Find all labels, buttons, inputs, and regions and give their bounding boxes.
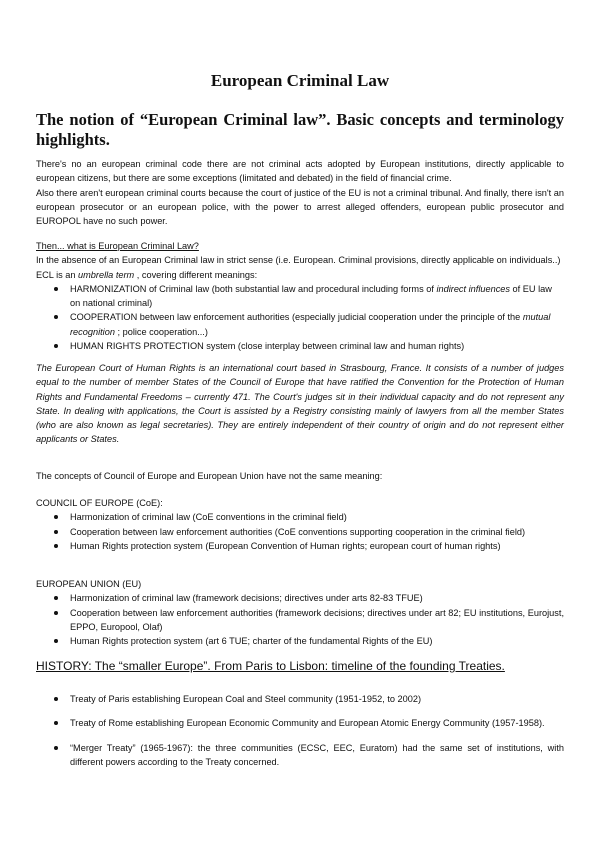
list-item: HUMAN RIGHTS PROTECTION system (close interplay between criminal law and human rights) — [36, 339, 564, 353]
intro-paragraph: There's no an european criminal code there are not criminal acts adopted by European institutions, directly applicable to european citizens, but there are some exceptions (limitated and debated) in the field of financial crime. — [36, 159, 564, 184]
list-item: HARMONIZATION of Criminal law (both substantial law and procedural including forms of indirect influences of EU law on national criminal) — [36, 282, 564, 311]
ecl-list — [36, 282, 564, 353]
document-title: European Criminal Law — [210, 71, 390, 90]
list-item: Cooperation between law enforcement authorities (framework decisions; directives under art 82; EU institutions, Eurojust, EPPO, Europool, Olaf) — [36, 606, 564, 635]
bullet-icon — [54, 746, 58, 750]
history-list — [36, 692, 564, 769]
bullet-icon — [54, 344, 58, 348]
list-item: Human Rights protection system (European Convention of Human rights; european court of human rights) — [36, 539, 564, 553]
list-item: Cooperation between law enforcement authorities (CoE conventions supporting cooperation in the criminal field) — [36, 525, 564, 539]
bullet-icon — [54, 515, 58, 519]
list-item: Harmonization of criminal law (CoE conventions in the criminal field) — [36, 510, 564, 524]
ecl-heading: Then... what is European Criminal Law? — [36, 241, 199, 251]
bullet-icon — [54, 697, 58, 701]
list-item: Treaty of Rome establishing European Economic Community and European Atomic Energy Community (1957-1958). — [36, 716, 564, 730]
ecl-intro: In the absence of an European Criminal law in strict sense (i.e. European. Criminal provisions, directly applicable on individuals..) ECL is an umbrella term , covering different meanings: — [36, 255, 561, 280]
bullet-icon — [54, 639, 58, 643]
eu-block — [36, 577, 564, 648]
bullet-icon — [54, 315, 58, 319]
intro-block — [36, 157, 564, 228]
coe-block — [36, 496, 564, 553]
history-heading: HISTORY: The “smaller Europe”. From Paris to Lisbon: timeline of the founding Treaties. — [36, 659, 505, 673]
list-item: Human Rights protection system (art 6 TUE; charter of the fundamental Rights of the EU) — [36, 634, 564, 648]
bullet-icon — [54, 287, 58, 291]
list-item: COOPERATION between law enforcement authorities (especially judicial cooperation under the principle of the mutual recognition ; police cooperation...) — [36, 310, 564, 339]
bullet-icon — [54, 544, 58, 548]
list-item: “Merger Treaty” (1965-1967): the three communities (ECSC, EEC, Euratom) had the same set of institutions, with different powers according to the Treaty concerned. — [36, 741, 564, 770]
bullet-icon — [54, 530, 58, 534]
coe-heading: COUNCIL OF EUROPE (CoE): — [36, 498, 163, 508]
history-block — [36, 692, 564, 779]
echr-paragraph: The European Court of Human Rights is an international court based in Strasbourg, France. It consists of a number of judges equal to the number of member States of the Council of Europe that have ratified the Convention for the Protection of Human Rights and Fundamental Freedoms – currently 471. The Court's judges sit in their individual capacity and do not represent any State. In dealing with applications, the Court is assisted by a Registry consisting mainly of lawyers from all the member States (who are also known as legal secretaries). They are entirely independent of their country of origin and do not represent either applicants or States. — [36, 363, 564, 445]
bullet-icon — [54, 721, 58, 725]
concepts-line: The concepts of Council of Europe and European Union have not the same meaning: — [36, 471, 383, 481]
bullet-icon — [54, 611, 58, 615]
ecl-block — [36, 239, 564, 353]
section-heading: The notion of “European Criminal law”. Basic concepts and terminology highlights. — [36, 110, 564, 149]
eu-list — [36, 591, 564, 648]
bullet-icon — [54, 596, 58, 600]
coe-list — [36, 510, 564, 553]
list-item: Harmonization of criminal law (framework decisions; directives under arts 82-83 TFUE) — [36, 591, 564, 605]
eu-heading: EUROPEAN UNION (EU) — [36, 579, 142, 589]
intro-paragraph: Also there aren't european criminal courts because the court of justice of the EU is not a criminal tribunal. And finally, there isn't an european prosecutor or an european police, with the power to arrest alleged offenders, european public prosecutor and EUROPOL have no such power. — [36, 187, 564, 227]
list-item: Treaty of Paris establishing European Coal and Steel community (1951-1952, to 2002) — [36, 692, 564, 706]
